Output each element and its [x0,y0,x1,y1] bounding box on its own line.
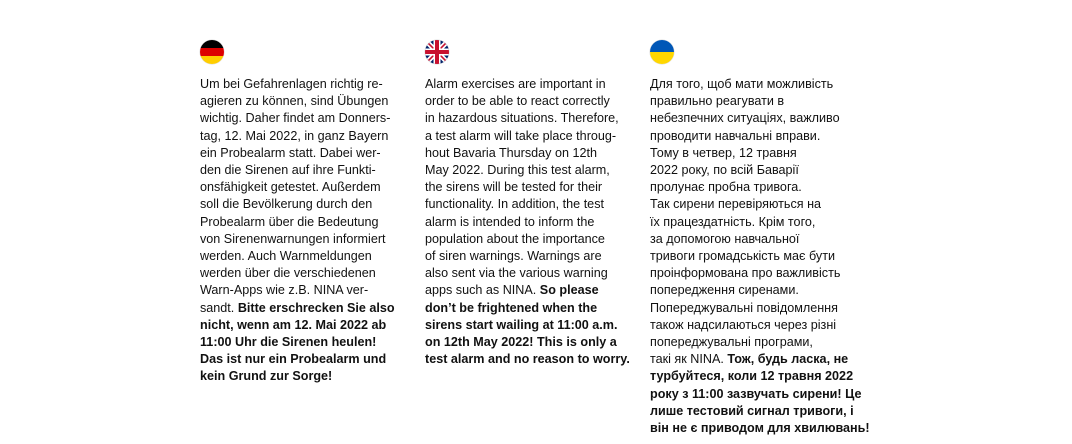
text-line: Alarm exercises are important in [425,77,606,91]
text-line: Попереджувальні повідомлення [650,300,838,315]
text-line: за допомогою навчальної [650,231,800,246]
german-column [200,40,400,386]
text-line: alarm is intended to inform the [425,214,595,229]
text-line: a test alarm will take place throug- [425,128,617,143]
text-line: in hazardous situations. Therefore, [425,111,619,126]
text-line: also sent via the various warning [425,266,608,281]
text-segment: sandt. [200,300,238,315]
mixed-line [650,351,870,368]
text-line: Probealarm über die Bedeutung [200,214,379,229]
warning-line: on 12th May 2022! This is only a [425,335,617,350]
english-column [425,40,635,368]
text-line: пролунає пробна тривога. [650,180,802,195]
text-line: soll die Bevölkerung durch den [200,197,373,212]
text-line: werden über die verschiedenen [200,266,376,281]
warning-text: So please [539,283,599,298]
ukrainian-text [650,76,870,437]
warning-line: року з 11:00 зазвучать сирени! Це [650,386,862,401]
text-line: wichtig. Daher findet am Donners- [200,111,391,126]
text-line: попередження сиренами. [650,283,799,298]
text-line: Тому в четвер, 12 травня [650,145,797,160]
german-flag-icon [200,40,224,64]
mixed-line [425,282,635,299]
ukrainian-column [650,40,870,437]
text-segment: такі як NINA. [650,352,728,367]
warning-line: 11:00 Uhr die Sirenen heulen! [200,335,377,350]
text-segment: apps such as NINA. [425,283,540,298]
text-line: проінформована про важливість [650,266,841,281]
text-line: 2022 року, по всій Баварії [650,163,799,178]
text-line: von Sirenenwarnungen informiert [200,231,386,246]
text-line: Um bei Gefahrenlagen richtig re- [200,77,383,91]
text-line: the sirens will be tested for their [425,180,603,195]
text-line: functionality. In addition, the test [425,197,604,212]
warning-text: Bitte erschrecken Sie also [237,300,395,315]
text-line: population about the importance [425,231,605,246]
text-line: небезпечних ситуаціях, важливо [650,111,840,126]
text-line: Warn-Apps wie z.B. NINA ver- [200,283,369,298]
uk-flag-icon [425,40,449,64]
text-line: їх працездатність. Крім того, [650,214,816,229]
text-line: of siren warnings. Warnings are [425,249,602,264]
text-line: May 2022. During this test alarm, [425,163,610,178]
text-line: tag, 12. Mai 2022, in ganz Bayern [200,128,389,143]
german-text [200,76,400,386]
text-line: попереджувальні програми, [650,335,813,350]
warning-line: лише тестовий сигнал тривоги, і [650,403,854,418]
warning-line: test alarm and no reason to worry. [425,352,630,367]
text-line: Так сирени перевіряються на [650,197,822,212]
text-line: agieren zu können, sind Übungen [200,94,389,109]
warning-line: don’t be frightened when the [425,300,598,315]
text-line: правильно реагувати в [650,94,785,109]
text-line: onsfähigkeit getestet. Außerdem [200,180,381,195]
text-line: ein Probealarm statt. Dabei wer- [200,145,381,160]
ukraine-flag-icon [650,40,674,64]
text-line: Для того, щоб мати можливість [650,77,834,91]
warning-line: Das ist nur ein Probealarm und [200,352,387,367]
text-line: order to be able to react correctly [425,94,610,109]
warning-text: Тож, будь ласка, не [727,352,849,367]
warning-line: sirens start wailing at 11:00 a.m. [425,317,618,332]
mixed-line [200,300,400,317]
text-line: hout Bavaria Thursday on 12th [425,145,597,160]
warning-line: nicht, wenn am 12. Mai 2022 ab [200,317,387,332]
text-line: також надсилаються через різні [650,317,837,332]
text-line: werden. Auch Warnmeldungen [200,249,372,264]
text-line: den die Sirenen auf ihre Funkti- [200,163,376,178]
warning-line: він не є приводом для хвилювань! [650,421,870,436]
warning-line: kein Grund zur Sorge! [200,369,333,384]
text-line: проводити навчальні вправи. [650,128,821,143]
warning-line: турбуйтеся, коли 12 травня 2022 [650,369,854,384]
text-line: тривоги громадськість має бути [650,249,836,264]
english-text [425,76,635,368]
